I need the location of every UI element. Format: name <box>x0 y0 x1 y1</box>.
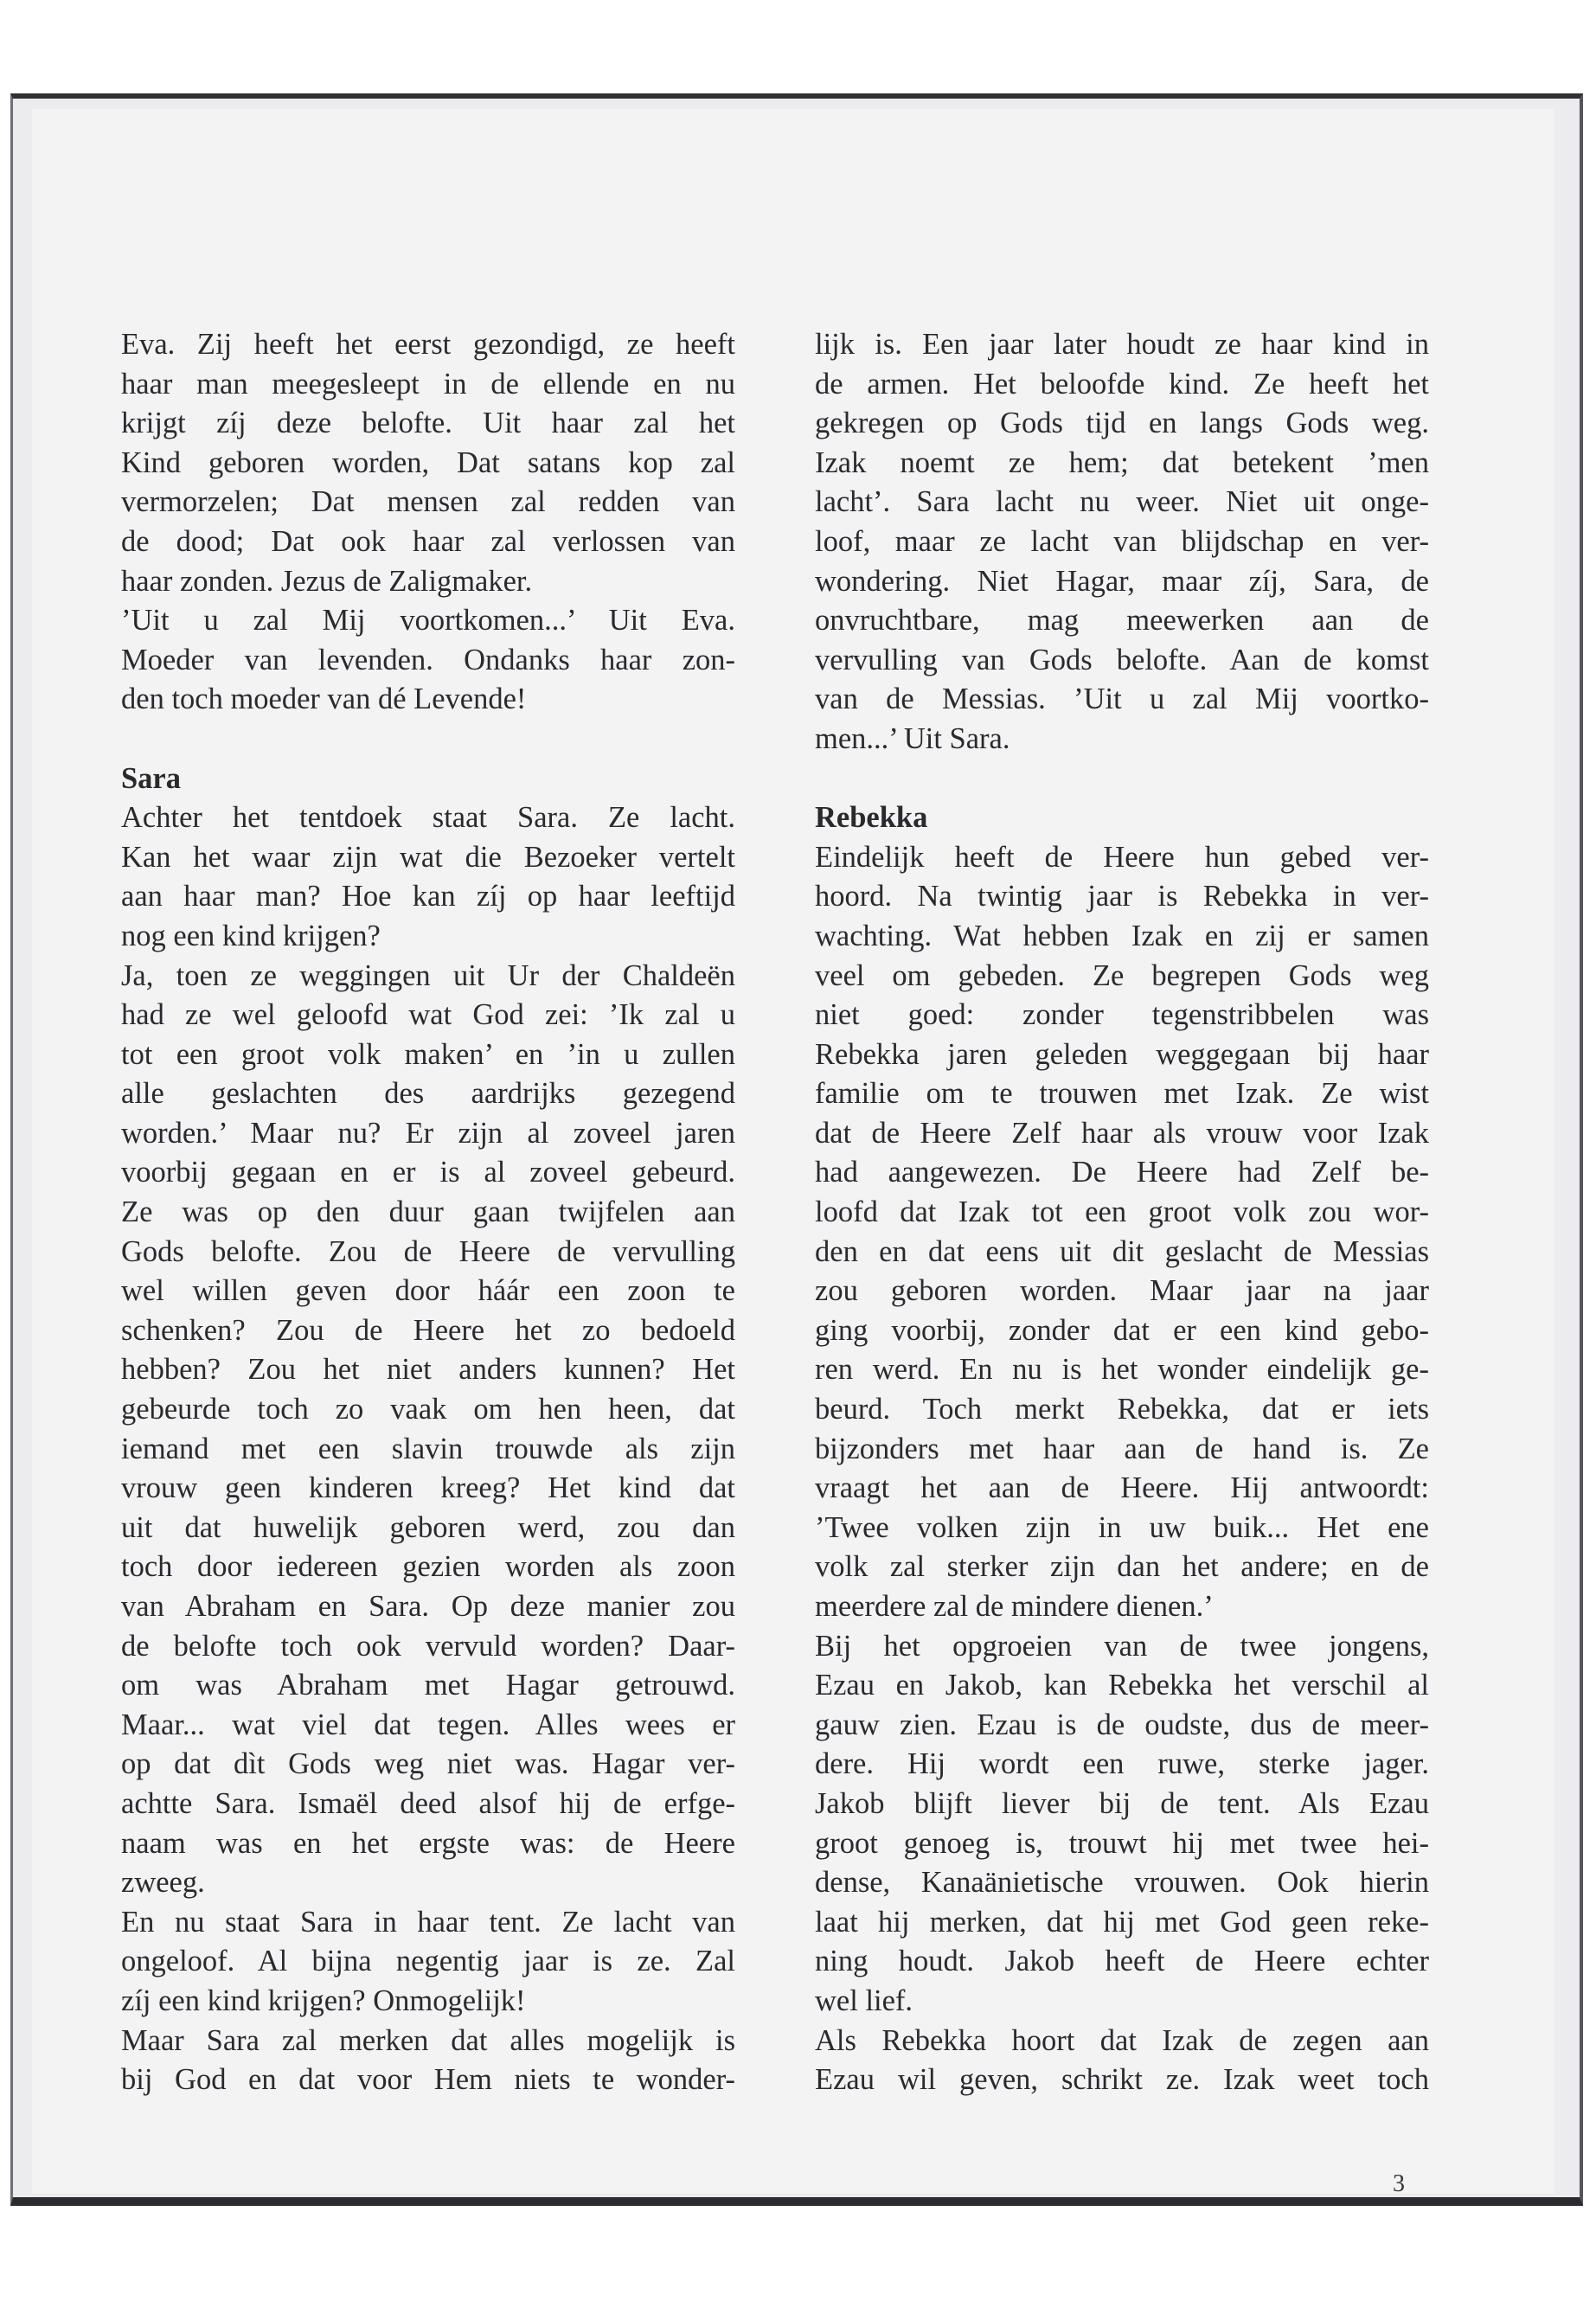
text-line: van Abraham en Sara. Op deze manier zou <box>121 1590 735 1623</box>
text-line: de dood; Dat ook haar zal verlossen van <box>121 524 735 558</box>
text-line: ning houdt. Jakob heeft de Heere echter <box>815 1945 1429 1978</box>
text-line: gebeurde toch zo vaak om hen heen, dat <box>121 1393 735 1426</box>
text-line: achtte Sara. Ismaël deed alsof hij de erfge- <box>121 1786 735 1820</box>
text-line: ongeloof. Al bijna negentig jaar is ze. Zal <box>121 1945 735 1978</box>
text-line: groot genoeg is, trouwt hij met twee hei- <box>815 1826 1429 1860</box>
text-line: laat hij merken, dat hij met God geen reke- <box>815 1905 1429 1939</box>
text-line: van de Messias. ’Uit u zal Mij voortko- <box>815 683 1429 716</box>
text-line: dere. Hij wordt een ruwe, sterke jager. <box>815 1747 1429 1781</box>
page-number: 3 <box>1393 2170 1405 2197</box>
text-line: Jakob blijft liever bij de tent. Als Ezau <box>815 1786 1429 1820</box>
text-line: loof, maar ze lacht van blijdschap en ver- <box>815 524 1429 558</box>
text-line: den toch moeder van dé Levende! <box>121 683 527 716</box>
text-line: loofd dat Izak tot een groot volk zou wor- <box>815 1195 1429 1229</box>
text-line: ’Uit u zal Mij voortkomen...’ Uit Eva. <box>121 604 735 638</box>
text-line: Moeder van levenden. Ondanks haar zon- <box>121 643 735 676</box>
text-line: Kan het waar zijn wat die Bezoeker vertelt <box>121 840 735 874</box>
text-line: toch door iedereen gezien worden als zoon <box>121 1550 735 1584</box>
text-line: haar man meegesleept in de ellende en nu <box>121 367 735 401</box>
text-line: veel om gebeden. Ze begrepen Gods weg <box>815 958 1429 992</box>
text-line: onvruchtbare, mag meewerken aan de <box>815 604 1429 638</box>
text-line: had ze wel geloofd wat God zei: ’Ik zal u <box>121 998 735 1032</box>
text-line: Izak noemt ze hem; dat betekent ’men <box>815 445 1429 479</box>
text-line: familie om te trouwen met Izak. Ze wist <box>815 1077 1429 1111</box>
text-line: bij God en dat voor Hem niets te wonder- <box>121 2063 735 2097</box>
text-line: Rebekka jaren geleden weggegaan bij haar <box>815 1037 1429 1071</box>
text-line: vermorzelen; Dat mensen zal redden van <box>121 485 735 519</box>
text-line: zou geboren worden. Maar jaar na jaar <box>815 1274 1429 1308</box>
text-line: Ezau en Jakob, kan Rebekka het verschil al <box>815 1669 1429 1702</box>
text-line: de armen. Het beloofde kind. Ze heeft het <box>815 367 1429 401</box>
text-line: wondering. Niet Hagar, maar zíj, Sara, de <box>815 564 1429 598</box>
section-heading: Sara <box>121 761 181 795</box>
text-line: schenken? Zou de Heere het zo bedoeld <box>121 1313 735 1347</box>
text-line: dense, Kanaänietische vrouwen. Ook hierin <box>815 1866 1429 1900</box>
paragraph-gap <box>121 720 735 760</box>
text-line: alle geslachten des aardrijks gezegend <box>121 1077 735 1111</box>
text-line: worden.’ Maar nu? Er zijn al zoveel jaren <box>121 1116 735 1150</box>
text-line: Gods belofte. Zou de Heere de vervulling <box>121 1234 735 1268</box>
text-line: Ze was op den duur gaan twijfelen aan <box>121 1195 735 1229</box>
text-line: wel lief. <box>815 1984 913 2017</box>
text-line: naam was en het ergste was: de Heere <box>121 1826 735 1860</box>
text-line: op dat dìt Gods weg niet was. Hagar ver- <box>121 1747 735 1781</box>
right-column <box>815 325 1429 2100</box>
text-line: Ezau wil geven, schrikt ze. Izak weet toch <box>815 2063 1429 2097</box>
text-line: gauw zien. Ezau is de oudste, dus de meer- <box>815 1708 1429 1741</box>
text-line: niet goed: zonder tegenstribbelen was <box>815 998 1429 1032</box>
text-line: ging voorbij, zonder dat er een kind gebo- <box>815 1313 1429 1347</box>
text-line: tot een groot volk maken’ en ’in u zullen <box>121 1037 735 1071</box>
text-line: Bij het opgroeien van de twee jongens, <box>815 1629 1429 1663</box>
text-line: uit dat huwelijk geboren werd, zou dan <box>121 1510 735 1544</box>
text-line: lacht’. Sara lacht nu weer. Niet uit onge- <box>815 485 1429 519</box>
text-line: hoord. Na twintig jaar is Rebekka in ver- <box>815 880 1429 913</box>
text-line: zíj een kind krijgen? Onmogelijk! <box>121 1984 526 2017</box>
left-column <box>121 325 735 2100</box>
text-line: vraagt het aan de Heere. Hij antwoordt: <box>815 1471 1429 1505</box>
text-line: meerdere zal de mindere dienen.’ <box>815 1590 1214 1623</box>
text-line: de belofte toch ook vervuld worden? Daar- <box>121 1629 735 1663</box>
text-line: krijgt zíj deze belofte. Uit haar zal het <box>121 407 735 440</box>
text-line: vrouw geen kinderen kreeg? Het kind dat <box>121 1471 735 1505</box>
text-line: beurd. Toch merkt Rebekka, dat er iets <box>815 1393 1429 1426</box>
text-line: zweeg. <box>121 1866 205 1900</box>
page-body <box>32 109 1554 2197</box>
text-line: Kind geboren worden, Dat satans kop zal <box>121 445 735 479</box>
text-line: En nu staat Sara in haar tent. Ze lacht van <box>121 1905 735 1939</box>
text-line: Maar Sara zal merken dat alles mogelijk is <box>121 2023 735 2057</box>
text-line: lijk is. Een jaar later houdt ze haar kind in <box>815 328 1429 361</box>
text-line: wachting. Wat hebben Izak en zij er samen <box>815 919 1429 952</box>
text-line: haar zonden. Jezus de Zaligmaker. <box>121 564 533 598</box>
text-line: Ja, toen ze weggingen uit Ur der Chaldeën <box>121 958 735 992</box>
book-page <box>10 93 1583 2206</box>
text-line: om was Abraham met Hagar getrouwd. <box>121 1669 735 1702</box>
text-line: Eva. Zij heeft het eerst gezondigd, ze heeft <box>121 328 735 361</box>
text-line: Maar... wat viel dat tegen. Alles wees er <box>121 1708 735 1741</box>
text-line: Achter het tentdoek staat Sara. Ze lacht. <box>121 801 735 835</box>
text-line: ren werd. En nu is het wonder eindelijk ge- <box>815 1353 1429 1387</box>
text-line: ’Twee volken zijn in uw buik... Het ene <box>815 1510 1429 1544</box>
text-line: Als Rebekka hoort dat Izak de zegen aan <box>815 2023 1429 2057</box>
text-line: volk zal sterker zijn dan het andere; en de <box>815 1550 1429 1584</box>
text-line: iemand met een slavin trouwde als zijn <box>121 1432 735 1465</box>
text-line: nog een kind krijgen? <box>121 919 381 952</box>
text-line: men...’ Uit Sara. <box>815 721 1010 755</box>
text-line: had aangewezen. De Heere had Zelf be- <box>815 1156 1429 1189</box>
text-line: bijzonders met haar aan de hand is. Ze <box>815 1432 1429 1465</box>
text-line: Eindelijk heeft de Heere hun gebed ver- <box>815 840 1429 874</box>
text-line: vervulling van Gods belofte. Aan de komst <box>815 643 1429 676</box>
text-line: hebben? Zou het niet anders kunnen? Het <box>121 1353 735 1387</box>
text-line: gekregen op Gods tijd en langs Gods weg. <box>815 407 1429 440</box>
paragraph-gap <box>815 760 1429 799</box>
section-heading: Rebekka <box>815 801 928 835</box>
text-line: dat de Heere Zelf haar als vrouw voor Izak <box>815 1116 1429 1150</box>
text-line: aan haar man? Hoe kan zíj op haar leeftijd <box>121 880 735 913</box>
text-line: wel willen geven door háár een zoon te <box>121 1274 735 1308</box>
text-line: voorbij gegaan en er is al zoveel gebeurd. <box>121 1156 735 1189</box>
text-line: den en dat eens uit dit geslacht de Messias <box>815 1234 1429 1268</box>
